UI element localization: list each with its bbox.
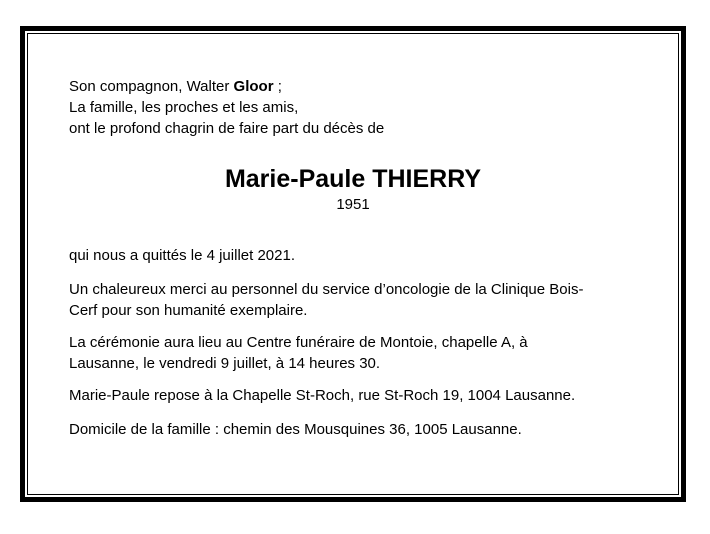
intro-paragraph xyxy=(69,76,637,139)
ceremony-paragraph xyxy=(69,332,637,374)
intro-line-1-suffix: ; xyxy=(273,78,282,95)
notice-content xyxy=(28,34,678,494)
repose-paragraph xyxy=(69,385,637,406)
thanks-line-2: Cerf pour son humanité exemplaire. xyxy=(69,302,308,319)
intro-line-2: La famille, les proches et les amis, xyxy=(69,99,299,116)
departed-paragraph xyxy=(69,245,637,266)
intro-line-1-bold-name: Gloor xyxy=(233,78,274,95)
deceased-name: Marie-Paule THIERRY xyxy=(224,165,482,193)
departed-line-1: qui nous a quittés le 4 juillet 2021. xyxy=(69,247,295,264)
intro-line-1 xyxy=(69,76,637,97)
card-inner-border xyxy=(27,33,679,495)
repose-line-1: Marie-Paule repose à la Chapelle St-Roch, rue St-Roch 19, 1004 Lausanne. xyxy=(69,387,576,404)
thanks-paragraph xyxy=(69,279,637,321)
birth-year: 1951 xyxy=(336,196,370,213)
domicile-paragraph xyxy=(69,419,637,440)
thanks-line-1: Un chaleureux merci au personnel du service d’oncologie de la Clinique Bois- xyxy=(69,281,584,298)
ceremony-line-1: La cérémonie aura lieu au Centre funéraire de Montoie, chapelle A, à xyxy=(69,334,528,351)
ceremony-line-2: Lausanne, le vendredi 9 juillet, à 14 heures 30. xyxy=(69,355,381,372)
intro-line-1-prefix: Son compagnon, Walter xyxy=(69,78,234,95)
domicile-line-1: Domicile de la famille : chemin des Mousquines 36, 1005 Lausanne. xyxy=(69,421,522,438)
death-notice-card xyxy=(20,26,686,502)
intro-line-3: ont le profond chagrin de faire part du décès de xyxy=(69,120,385,137)
